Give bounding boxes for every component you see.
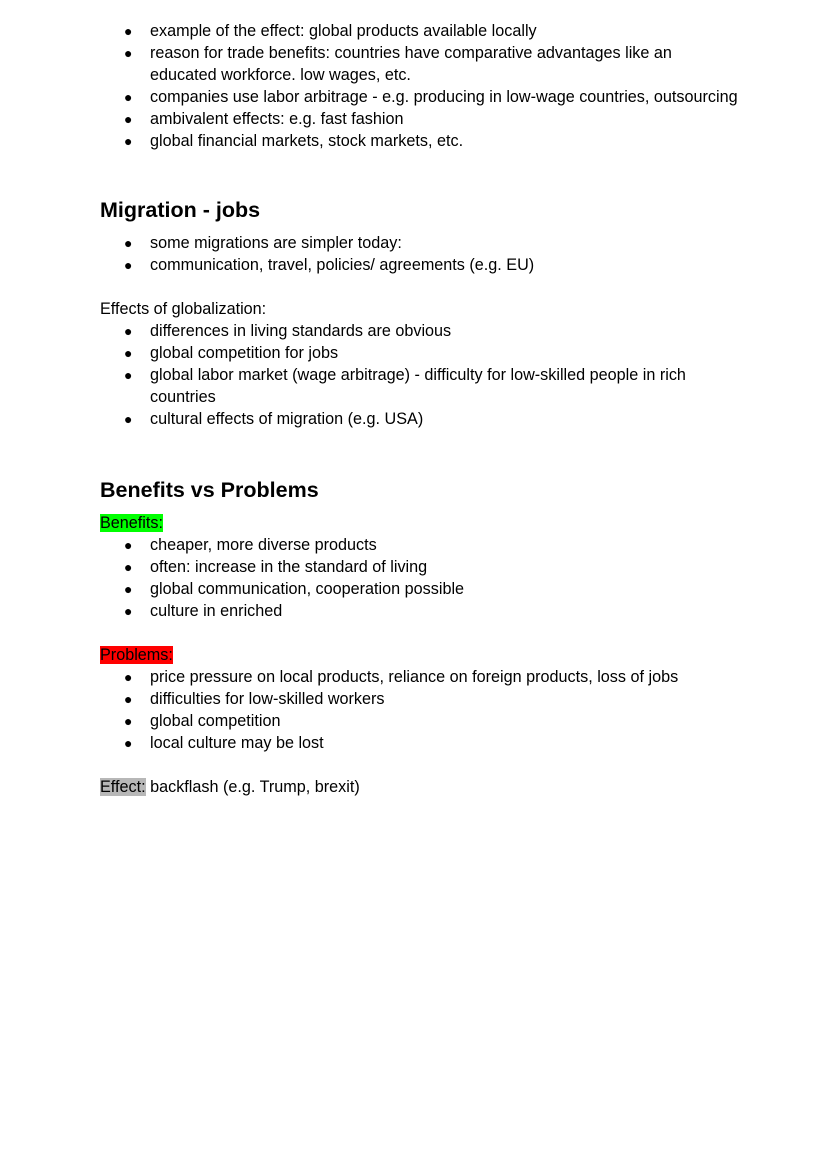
problems-bullet-list xyxy=(100,666,740,754)
intro-bullet-list xyxy=(100,20,740,152)
list-item: ● local culture may be lost xyxy=(124,734,324,752)
effect-label: Effect: xyxy=(100,778,146,796)
bullet-icon: ● xyxy=(124,581,133,597)
bullet-icon: ● xyxy=(124,257,133,273)
list-item: ● reason for trade benefits: countries have comparative advantages like an educated workforce. low wages, etc. xyxy=(124,44,672,84)
list-item: ● communication, travel, policies/ agreements (e.g. EU) xyxy=(124,256,535,274)
list-item: ● global communication, cooperation possible xyxy=(124,580,465,598)
list-item: ● some migrations are simpler today: xyxy=(124,234,402,252)
bullet-icon: ● xyxy=(124,367,133,383)
list-item: ● global labor market (wage arbitrage) - difficulty for low-skilled people in rich countries xyxy=(124,366,686,406)
bullet-icon: ● xyxy=(124,45,133,61)
list-item: ● ambivalent effects: e.g. fast fashion xyxy=(124,110,404,128)
list-item: ● difficulties for low-skilled workers xyxy=(124,690,385,708)
bullet-icon: ● xyxy=(124,235,133,251)
bullet-icon: ● xyxy=(124,133,133,149)
list-item: ● differences in living standards are obvious xyxy=(124,322,452,340)
benefits-problems-heading: Benefits vs Problems xyxy=(100,478,319,502)
bullet-icon: ● xyxy=(124,735,133,751)
bullet-icon: ● xyxy=(124,537,133,553)
migration-heading: Migration - jobs xyxy=(100,198,261,222)
list-item: ● global competition xyxy=(124,712,281,730)
list-item: ● cultural effects of migration (e.g. USA) xyxy=(124,410,424,428)
bullet-icon: ● xyxy=(124,559,133,575)
list-item: ● global financial markets, stock markets, etc. xyxy=(124,132,464,150)
list-item: ● culture in enriched xyxy=(124,602,283,620)
bullet-icon: ● xyxy=(124,603,133,619)
list-item: ● companies use labor arbitrage - e.g. producing in low-wage countries, outsourcing xyxy=(124,88,738,106)
bullet-icon: ● xyxy=(124,691,133,707)
list-item: ● example of the effect: global products available locally xyxy=(124,22,537,40)
benefits-label-line xyxy=(100,512,740,534)
bullet-icon: ● xyxy=(124,23,133,39)
bullet-icon: ● xyxy=(124,89,133,105)
list-item: ● cheaper, more diverse products xyxy=(124,536,377,554)
benefits-label: Benefits: xyxy=(100,514,163,532)
effects-bullet-list xyxy=(100,320,740,430)
list-item: ● price pressure on local products, reliance on foreign products, loss of jobs xyxy=(124,668,679,686)
bullet-icon: ● xyxy=(124,411,133,427)
list-item: ● global competition for jobs xyxy=(124,344,339,362)
bullet-icon: ● xyxy=(124,345,133,361)
benefits-bullet-list xyxy=(100,534,740,622)
list-item: ● often: increase in the standard of living xyxy=(124,558,428,576)
effect-line xyxy=(100,776,740,798)
document-content xyxy=(100,20,740,798)
bullet-icon: ● xyxy=(124,323,133,339)
effect-text: backflash (e.g. Trump, brexit) xyxy=(145,778,360,796)
bullet-icon: ● xyxy=(124,713,133,729)
bullet-icon: ● xyxy=(124,669,133,685)
problems-label-line xyxy=(100,644,740,666)
effects-label: Effects of globalization: xyxy=(100,300,267,318)
migration-bullet-list xyxy=(100,232,740,276)
problems-label: Problems: xyxy=(100,646,173,664)
bullet-icon: ● xyxy=(124,111,133,127)
